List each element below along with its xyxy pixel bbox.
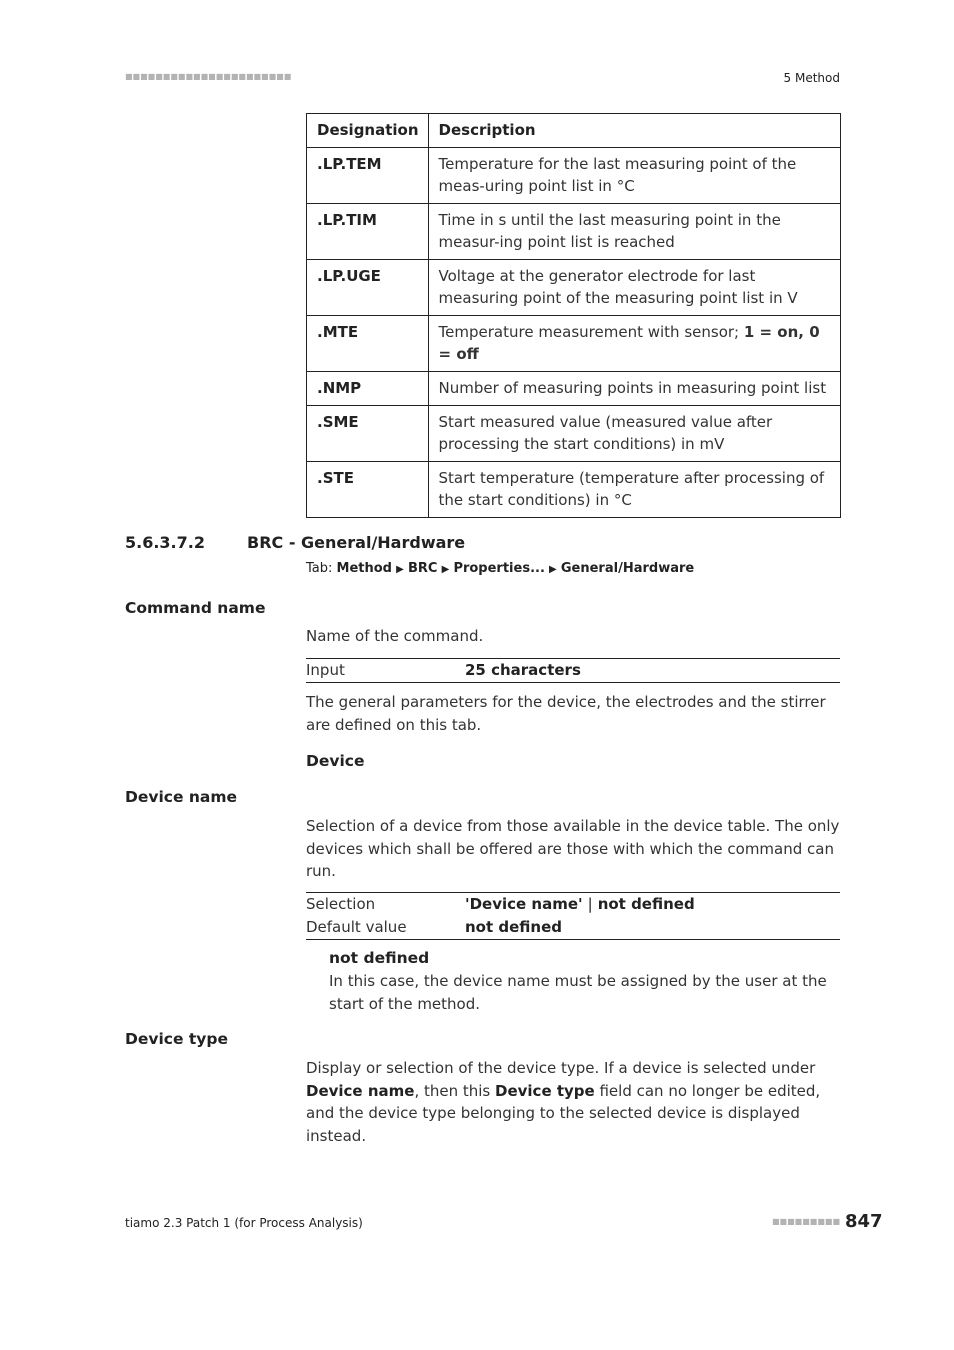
chapter-title: 5 Method — [783, 71, 840, 85]
arrow-icon: ▶ — [396, 564, 404, 575]
param-key: Selection — [306, 895, 376, 913]
page-number: 847 — [845, 1211, 883, 1232]
table-row — [307, 260, 841, 316]
table-row — [307, 148, 841, 204]
description-cell: Start temperature (temperature after processing of the start conditions) in °C — [428, 462, 840, 518]
breadcrumb-item: Method — [336, 561, 392, 576]
param-key: Default value — [306, 918, 407, 936]
selection-separator: | — [587, 895, 593, 913]
header-designation: Designation — [307, 114, 429, 148]
text-run: field can no longer be edited, and the device type belonging to the selected device is displayed instead. — [306, 1081, 821, 1145]
header-decoration: ■■■■■■■■■■■■■■■■■■■■■■ — [125, 72, 292, 81]
designation-table — [306, 113, 841, 518]
note-text: In this case, the device name must be assigned by the user at the start of the method. — [329, 972, 827, 1013]
designation-cell: .STE — [307, 462, 429, 518]
device-heading: Device — [306, 752, 365, 770]
input-param-table — [306, 658, 840, 683]
section-number: 5.6.3.7.2 — [125, 533, 205, 552]
tab-breadcrumb — [306, 561, 694, 576]
table-row — [307, 462, 841, 518]
tab-prefix: Tab: — [306, 561, 337, 576]
designation-cell: .LP.TIM — [307, 204, 429, 260]
param-value: not defined — [465, 918, 562, 936]
section-title: BRC - General/Hardware — [247, 533, 466, 552]
param-row — [306, 893, 840, 916]
breadcrumb-item: BRC — [407, 561, 438, 576]
device-name-param-table — [306, 892, 840, 940]
device-name-label: Device name — [125, 788, 238, 806]
description-cell: Time in s until the last measuring point in the measur-ing point list is reached — [428, 204, 840, 260]
arrow-icon: ▶ — [441, 564, 450, 575]
command-name-description: Name of the command. — [306, 627, 484, 645]
device-type-label: Device type — [125, 1030, 229, 1048]
description-cell: Start measured value (measured value after processing the start conditions) in mV — [428, 406, 840, 462]
table-header-row — [307, 114, 841, 148]
bold-run: Device name — [306, 1081, 415, 1100]
param-value — [465, 893, 695, 916]
description-cell: Number of measuring points in measuring point list — [428, 372, 840, 406]
description-cell — [428, 316, 840, 372]
selection-option: 'Device name' — [465, 895, 583, 913]
description-cell: Voltage at the generator electrode for last measuring point of the measuring point list in V — [428, 260, 840, 316]
designation-cell: .MTE — [307, 316, 429, 372]
footer-product: tiamo 2.3 Patch 1 (for Process Analysis) — [125, 1216, 363, 1230]
general-description: The general parameters for the device, the electrodes and the stirrer are defined on this tab. — [306, 693, 826, 734]
description-cell: Temperature for the last measuring point of the meas-uring point list in °C — [428, 148, 840, 204]
table-row — [307, 406, 841, 462]
designation-cell: .NMP — [307, 372, 429, 406]
table-row — [307, 372, 841, 406]
designation-cell: .LP.UGE — [307, 260, 429, 316]
param-value: 25 characters — [465, 661, 581, 679]
command-name-label: Command name — [125, 599, 266, 617]
note-title: not defined — [329, 949, 430, 967]
param-row — [306, 659, 840, 682]
designation-cell: .LP.TEM — [307, 148, 429, 204]
designation-cell: .SME — [307, 406, 429, 462]
bold-run: Device type — [495, 1081, 595, 1100]
device-name-description: Selection of a device from those available in the device table. The only devices which shall be offered are those with which the command can run. — [306, 817, 840, 880]
table-row — [307, 316, 841, 372]
breadcrumb-item: General/Hardware — [560, 561, 695, 576]
text-run: Display or selection of the device type. If a device is selected under — [306, 1059, 816, 1077]
param-key: Input — [306, 661, 345, 679]
arrow-icon: ▶ — [549, 564, 557, 575]
selection-option: not defined — [597, 895, 695, 913]
breadcrumb-item: Properties... — [453, 561, 545, 576]
table-row — [307, 204, 841, 260]
description-text: Temperature measurement with sensor; — [438, 323, 744, 341]
param-row — [306, 916, 840, 939]
footer-decoration: ■■■■■■■■■ — [772, 1217, 841, 1226]
text-run: , then this — [414, 1081, 496, 1100]
header-description: Description — [428, 114, 840, 148]
device-type-description — [306, 1057, 844, 1147]
description-bold: 1 = on, 0 = off — [438, 323, 820, 363]
